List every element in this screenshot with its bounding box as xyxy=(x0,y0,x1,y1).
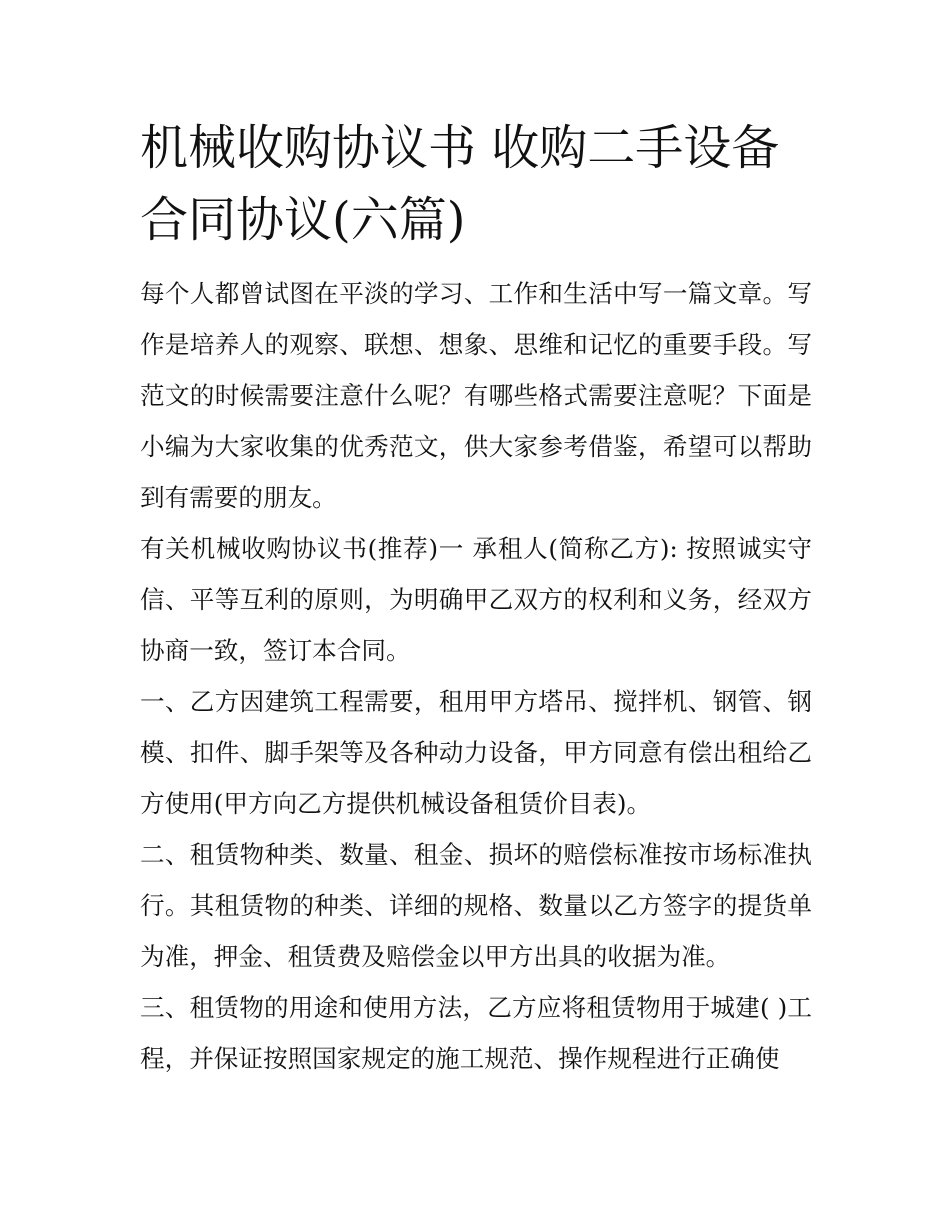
clause-2-paragraph: 二、租赁物种类、数量、租金、损坏的赔偿标准按市场标准执行。其租赁物的种类、详细的规格、数量以乙方签字的提货单为准，押金、租赁费及赔偿金以甲方出具的收据为准。 xyxy=(140,840,812,971)
document-body xyxy=(140,268,812,1084)
document-page xyxy=(140,112,812,1084)
agreement-intro-paragraph: 有关机械收购协议书(推荐)一 承租人(简称乙方): 按照诚实守信、平等互利的原则，为明确甲乙双方的权利和义务，经双方协商一致，签订本合同。 xyxy=(140,534,812,665)
clause-3-paragraph: 三、租赁物的用途和使用方法，乙方应将租赁物用于城建( )工程，并保证按照国家规定的施工规范、操作规程进行正确使 xyxy=(140,993,812,1073)
clause-1-paragraph: 一、乙方因建筑工程需要，租用甲方塔吊、搅拌机、钢管、钢模、扣件、脚手架等及各种动力设备，甲方同意有偿出租给乙方使用(甲方向乙方提供机械设备租赁价目表)。 xyxy=(140,687,812,818)
document-title: 机械收购协议书 收购二手设备合同协议(六篇) xyxy=(140,120,780,248)
intro-paragraph: 每个人都曾试图在平淡的学习、工作和生活中写一篇文章。写作是培养人的观察、联想、想象、思维和记忆的重要手段。写范文的时候需要注意什么呢？有哪些格式需要注意呢？下面是小编为大家收集的优秀范文，供大家参考借鉴，希望可以帮助到有需要的朋友。 xyxy=(140,279,812,512)
